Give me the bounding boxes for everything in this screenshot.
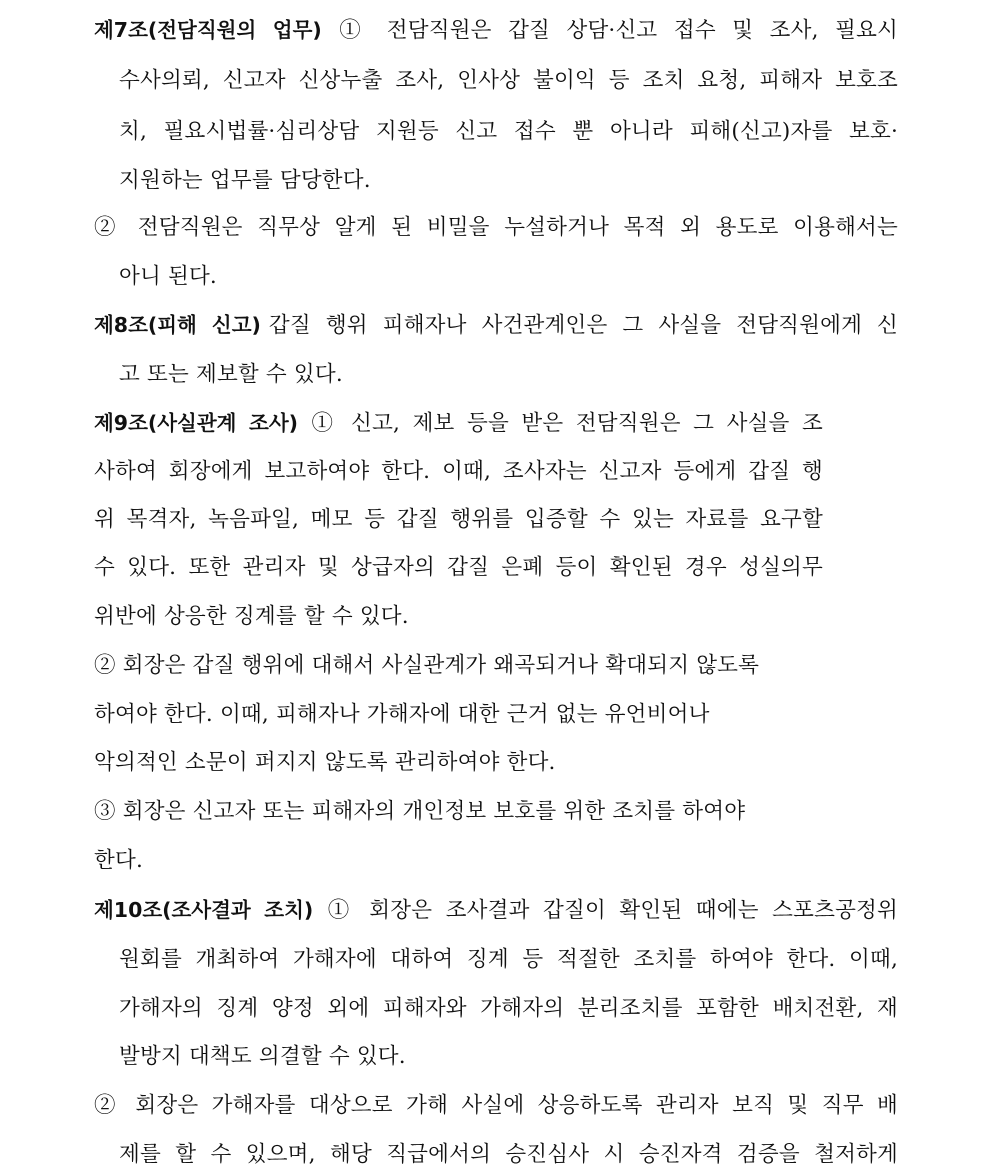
article-8-line-1 (94, 310, 898, 341)
article-7-heading: 제7조(전담직원의 업무) (94, 18, 322, 42)
article-9-line-10: 한다. (94, 848, 143, 873)
article-7-line-2: 수사의뢰, 신고자 신상누출 조사, 인사상 불이익 등 조치 요청, 피해자 보호조 (119, 68, 898, 93)
article-8-text-1: 갑질 행위 피해자나 사건관계인은 그 사실을 전담직원에게 신 (268, 313, 898, 338)
article-7-line-6: 아니 된다. (119, 264, 217, 289)
article-10-heading: 제10조(조사결과 조치) (94, 898, 314, 922)
article-9-line-9: ③ 회장은 신고자 또는 피해자의 개인정보 보호를 위한 조치를 하여야 (94, 799, 746, 824)
article-10-line-3: 가해자의 징계 양정 외에 피해자와 가해자의 분리조치를 포함한 배치전환, 재 (119, 996, 898, 1021)
article-10-text-1: ① 회장은 조사결과 갑질이 확인된 때에는 스포츠공정위 (321, 898, 898, 923)
article-9-heading: 제9조(사실관계 조사) (94, 411, 299, 435)
article-8-line-2: 고 또는 제보할 수 있다. (119, 362, 343, 387)
article-7-line-1 (94, 15, 898, 46)
article-7-line-3: 치, 필요시법률·심리상담 지원등 신고 접수 뿐 아니라 피해(신고)자를 보호· (119, 119, 898, 144)
article-7-line-5: ② 전담직원은 직무상 알게 된 비밀을 누설하거나 목적 외 용도로 이용해서는 (94, 215, 898, 240)
article-10-line-2: 원회를 개최하여 가해자에 대하여 징계 등 적절한 조치를 하여야 한다. 이때, (119, 947, 898, 972)
article-7-text-1: ① 전담직원은 갑질 상담·신고 접수 및 조사, 필요시 (329, 18, 899, 43)
article-9-line-3: 위 목격자, 녹음파일, 메모 등 갑질 행위를 입증할 수 있는 자료를 요구할 (94, 507, 823, 532)
article-9-line-2: 사하여 회장에게 보고하여야 한다. 이때, 조사자는 신고자 등에게 갑질 행 (94, 459, 823, 484)
article-9-line-4: 수 있다. 또한 관리자 및 상급자의 갑질 은폐 등이 확인된 경우 성실의무 (94, 555, 823, 580)
article-10-line-6: 제를 할 수 있으며, 해당 직급에서의 승진심사 시 승진자격 검증을 철저하게 (119, 1142, 898, 1167)
article-10-line-5: ② 회장은 가해자를 대상으로 가해 사실에 상응하도록 관리자 보직 및 직무 배 (94, 1093, 898, 1118)
article-9-line-7: 하여야 한다. 이때, 피해자나 가해자에 대한 근거 없는 유언비어나 (94, 702, 710, 727)
article-10-line-1 (94, 895, 898, 926)
article-9-line-5: 위반에 상응한 징계를 할 수 있다. (94, 604, 409, 629)
article-9-text-1: ① 신고, 제보 등을 받은 전담직원은 그 사실을 조 (306, 411, 823, 436)
article-9-line-6: ② 회장은 갑질 행위에 대해서 사실관계가 왜곡되거나 확대되지 않도록 (94, 653, 760, 678)
article-8-heading: 제8조(피해 신고) (94, 313, 261, 337)
article-10-line-4: 발방지 대책도 의결할 수 있다. (119, 1044, 406, 1069)
article-7-line-4: 지원하는 업무를 담당한다. (119, 168, 371, 193)
article-9-line-1 (94, 408, 823, 439)
article-9-line-8: 악의적인 소문이 퍼지지 않도록 관리하여야 한다. (94, 750, 556, 775)
